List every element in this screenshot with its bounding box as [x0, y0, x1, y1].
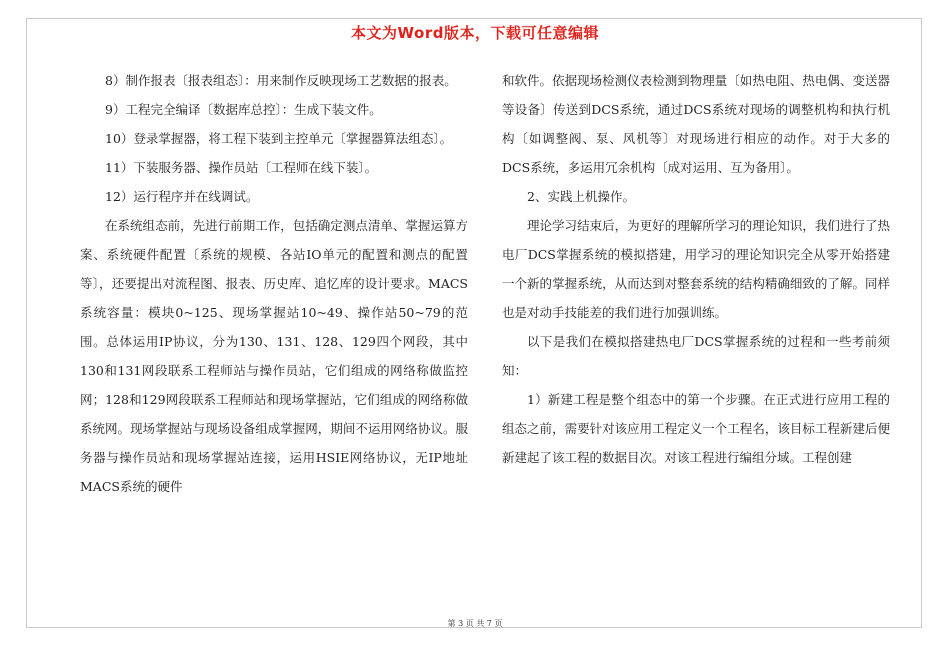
paragraph: 8）制作报表〔报表组态〕：用来制作反映现场工艺数据的报表。 — [105, 73, 457, 88]
paragraph: 11）下装服务器、操作员站〔工程师在线下装〕。 — [105, 160, 378, 175]
paragraph: 在系统组态前，先进行前期工作，包括确定测点清单、掌握运算方案、系统硬件配置〔系统的规模、各站IO单元的配置和测点的配置等〕，还要提出对流程图、报表、历史库、追忆库的设计要求。MACS系统容量：模块0~125、现场掌握站10~49、操作站50~79的范围。总体运用IP协议，分为130、131、128、129四个网段，其中130和131网段联系工程师站与操作员站，它们组成的网络称做监控网；128和129网段联系工程师站和现场掌握站，它们组成的网络称做系统网。现场掌握站与现场设备组成掌握网，期间不运用网络协议。服务器与操作员站和现场掌握站连接，运用HSIE网络协议，无IP地址MACS系统的硬件 — [80, 218, 468, 494]
page-number-footer: 第 3 页 共 7 页 — [447, 619, 503, 628]
paragraph: 和软件。依据现场检测仪表检测到物理量〔如热电阻、热电偶、变送器等设备〕传送到DCS系统，通过DCS系统对现场的调整机构和执行机构〔如调整阀、泵、风机等〕对现场进行相应的动作。对于大多的DCS系统，多运用冗余机构〔成对运用、互为备用〕。 — [502, 73, 890, 175]
paragraph: 9）工程完全编译〔数据库总控〕：生成下装文件。 — [105, 102, 382, 117]
section-heading: 2、实践上机操作。 — [527, 189, 635, 204]
paragraph: 12）运行程序并在线调试。 — [105, 189, 259, 204]
left-text-column — [80, 66, 468, 501]
paragraph: 理论学习结束后，为更好的理解所学习的理论知识，我们进行了热电厂DCS掌握系统的模拟搭建，用学习的理论知识完全从零开始搭建一个新的掌握系统，从而达到对整套系统的结构精确细致的了解。同样也是对动手技能差的我们进行加强训练。 — [502, 218, 890, 320]
paragraph: 10）登录掌握器，将工程下装到主控单元〔掌握器算法组态〕。 — [105, 131, 453, 146]
paragraph: 以下是我们在模拟搭建热电厂DCS掌握系统的过程和一些考前须知： — [502, 334, 890, 378]
right-text-column — [502, 66, 890, 472]
word-version-banner: 本文为Word版本，下载可任意编辑 — [351, 24, 599, 42]
paragraph: 1）新建工程是整个组态中的第一个步骤。在正式进行应用工程的组态之前，需要针对该应用工程定义一个工程名，该目标工程新建后便新建起了该工程的数据目次。对该工程进行编组分域。工程创建 — [502, 392, 890, 465]
